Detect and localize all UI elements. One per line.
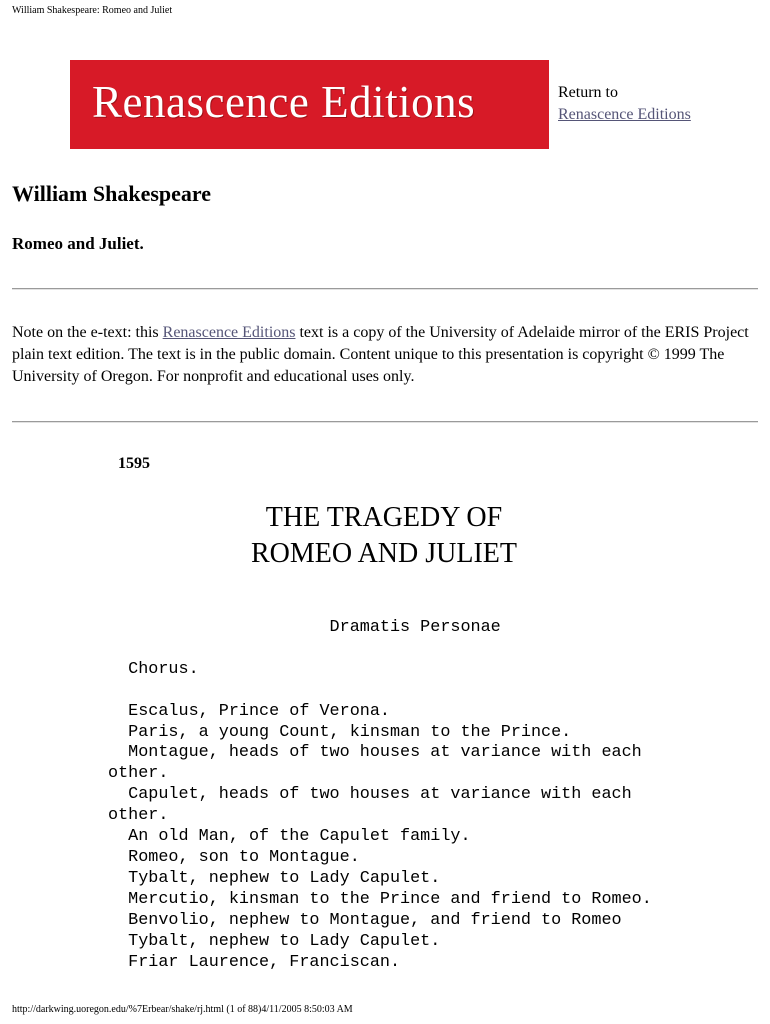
note-renascence-link[interactable]: Renascence Editions	[162, 324, 296, 341]
banner-text: Renascence Editions	[92, 77, 476, 127]
return-block	[558, 82, 691, 126]
renascence-editions-link[interactable]: Renascence Editions	[558, 106, 691, 123]
return-to-label: Return to	[558, 84, 618, 101]
renascence-editions-banner	[70, 60, 549, 149]
page-footer: http://darkwing.uoregon.edu/%7Erbear/shake/rj.html (1 of 88)4/11/2005 8:50:03 AM	[12, 1004, 353, 1015]
play-title: Romeo and Juliet.	[12, 234, 144, 253]
main-title-line-2: ROMEO AND JULIET	[251, 538, 517, 569]
note-text-after: text is a copy of the University of Adelaide mirror of the ERIS Project plain text edition. The text is in the public domain. Content unique to this presentation is copyright © 1999 The University of Oregon. For nonprofit and educational uses only.	[12, 324, 749, 385]
author-heading: William Shakespeare	[12, 181, 212, 206]
divider-bottom	[12, 421, 758, 423]
year: 1595	[118, 455, 150, 472]
divider-top	[12, 288, 758, 290]
dramatis-personae: Dramatis Personae Chorus. Escalus, Prince of Verona. Paris, a young Count, kinsman to the Prince. Montague, heads of two houses at variance with each other. Capulet, heads of two houses at variance with each other. An old Man, of the Capulet family. Romeo, son to Montague. Tybalt, nephew to Lady Capulet. Mercutio, kinsman to the Prince and friend to Romeo. Benvolio, nephew to Montague, and friend to Romeo Tybalt, nephew to Lady Capulet. Friar Laurence, Franciscan.	[108, 618, 652, 972]
page-header: William Shakespeare: Romeo and Juliet	[12, 5, 173, 16]
note-text-before: Note on the e-text: this	[12, 324, 163, 341]
etext-note	[12, 322, 762, 388]
main-title-line-1: THE TRAGEDY OF	[265, 502, 503, 533]
main-title	[0, 500, 770, 572]
